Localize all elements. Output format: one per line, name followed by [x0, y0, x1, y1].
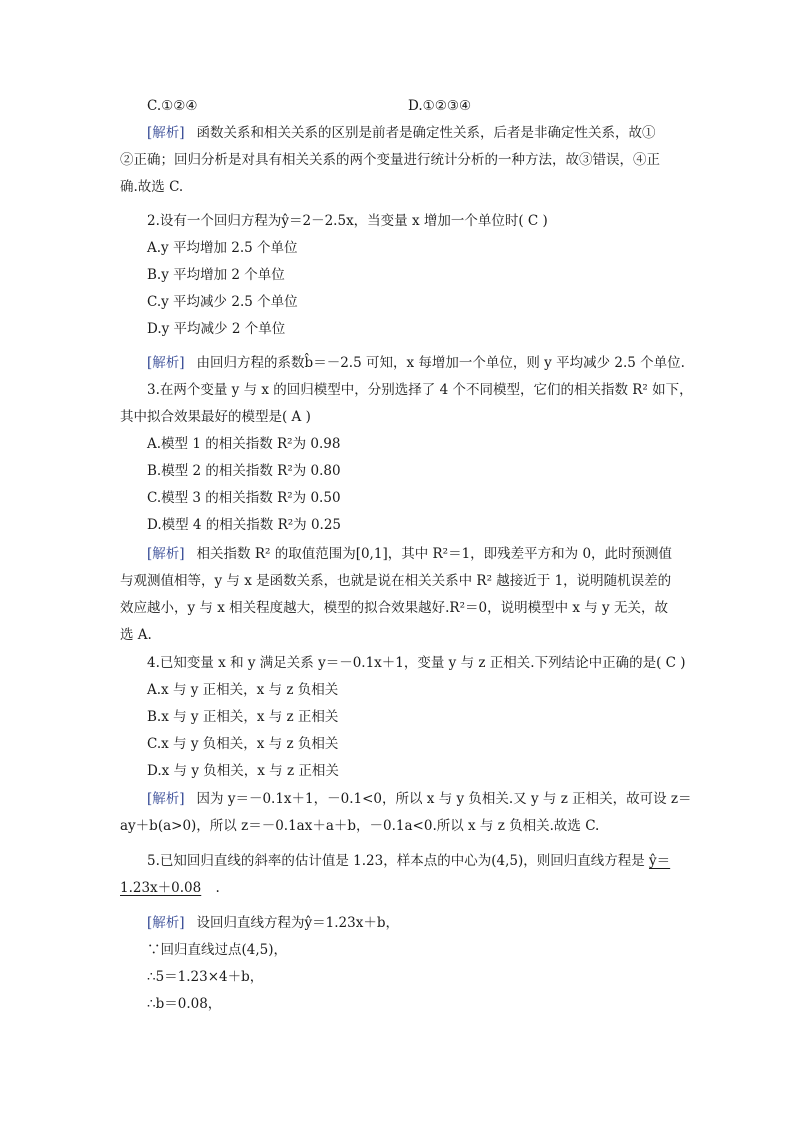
q2-stem: 2.设有一个回归方程为ŷ＝2－2.5x，当变量 x 增加一个单位时( C ) [147, 213, 548, 229]
q2-option-b: B.y 平均增加 2 个单位 [147, 267, 285, 283]
q4-stem: 4.已知变量 x 和 y 满足关系 y＝－0.1x＋1，变量 y 与 z 正相关.下列结论中正确的是( C ) [147, 655, 686, 671]
q3-stem-line-1: 3.在两个变量 y 与 x 的回归模型中，分别选择了 4 个不同模型，它们的相关指数 R² 如下， [147, 382, 693, 398]
q5-answer-part-1: ŷ＝ [649, 853, 671, 869]
q4-option-d: D.x 与 y 负相关，x 与 z 正相关 [147, 763, 339, 779]
q4-option-b: B.x 与 y 正相关，x 与 z 正相关 [147, 709, 339, 725]
q1-solution-line-2: ②正确；回归分析是对具有相关关系的两个变量进行统计分析的一种方法，故③错误，④正 [120, 152, 660, 168]
q1-option-c: C.①②④ [147, 98, 198, 114]
q2-option-d: D.y 平均减少 2 个单位 [147, 321, 286, 337]
q4-option-a: A.x 与 y 正相关，x 与 z 负相关 [147, 682, 339, 698]
q2-solution-line-1 [147, 353, 685, 373]
q3-solution-line-1 [147, 544, 672, 564]
solution-tag: [解析] [147, 915, 185, 931]
q4-option-c: C.x 与 y 负相关，x 与 z 负相关 [147, 736, 339, 752]
q2-solution-text-1: 由回归方程的系数b̂＝－2.5 可知，x 每增加一个单位，则 y 平均减少 2.5 个单位. [196, 355, 685, 371]
q5-solution-line-1 [147, 913, 399, 933]
q3-solution-line-2: 与观测值相等，y 与 x 是函数关系，也就是说在相关关系中 R² 越接近于 1，说明随机误差的 [120, 573, 672, 589]
solution-tag: [解析] [147, 546, 185, 562]
q5-answer-part-2: 1.23x＋0.08 [120, 880, 202, 896]
q5-stem-text: 5.已知回归直线的斜率的估计值是 1.23，样本点的中心为(4,5)，则回归直线方程是 [147, 853, 645, 869]
q3-option-d: D.模型 4 的相关指数 R²为 0.25 [147, 517, 342, 533]
solution-tag: [解析] [147, 125, 185, 141]
q4-solution-line-1 [147, 789, 692, 809]
q3-solution-text-1: 相关指数 R² 的取值范围为[0,1]，其中 R²＝1，即残差平方和为 0，此时预测值 [196, 546, 673, 562]
q3-option-b: B.模型 2 的相关指数 R²为 0.80 [147, 463, 341, 479]
q3-option-c: C.模型 3 的相关指数 R²为 0.50 [147, 490, 341, 506]
q5-stem-period: . [215, 880, 220, 896]
q5-solution-line-2: ∵回归直线过点(4,5)， [147, 942, 288, 958]
q3-solution-line-4: 选 A. [120, 627, 152, 643]
q1-solution-line-1 [147, 123, 656, 143]
q3-option-a: A.模型 1 的相关指数 R²为 0.98 [147, 436, 341, 452]
q5-solution-text-1: 设回归直线方程为ŷ＝1.23x＋b， [196, 915, 399, 931]
q5-stem-line-2 [120, 878, 220, 898]
solution-tag: [解析] [147, 355, 185, 371]
q5-stem-line-1 [147, 851, 670, 871]
solution-tag: [解析] [147, 791, 185, 807]
q1-option-d: D.①②③④ [408, 98, 472, 114]
q2-option-c: C.y 平均减少 2.5 个单位 [147, 294, 298, 310]
q4-solution-text-1: 因为 y＝－0.1x＋1，－0.1<0，所以 x 与 y 负相关.又 y 与 z 正相关，故可设 z＝ [196, 791, 692, 807]
q2-option-a: A.y 平均增加 2.5 个单位 [147, 240, 298, 256]
q5-solution-line-3: ∴5＝1.23×4＋b， [147, 969, 264, 985]
q5-solution-line-4: ∴b＝0.08， [147, 996, 222, 1012]
q1-solution-line-3: 确.故选 C. [120, 179, 184, 195]
q3-solution-line-3: 效应越小，y 与 x 相关程度越大，模型的拟合效果越好.R²＝0，说明模型中 x 与 y 无关，故 [120, 600, 668, 616]
q4-solution-line-2: ay＋b(a>0)，所以 z＝－0.1ax＋a＋b，－0.1a<0.所以 x 与 z 负相关.故选 C. [120, 818, 600, 834]
q3-stem-line-2: 其中拟合效果最好的模型是( A ) [120, 409, 311, 425]
q1-solution-text-1: 函数关系和相关关系的区别是前者是确定性关系，后者是非确定性关系，故① [196, 125, 656, 141]
